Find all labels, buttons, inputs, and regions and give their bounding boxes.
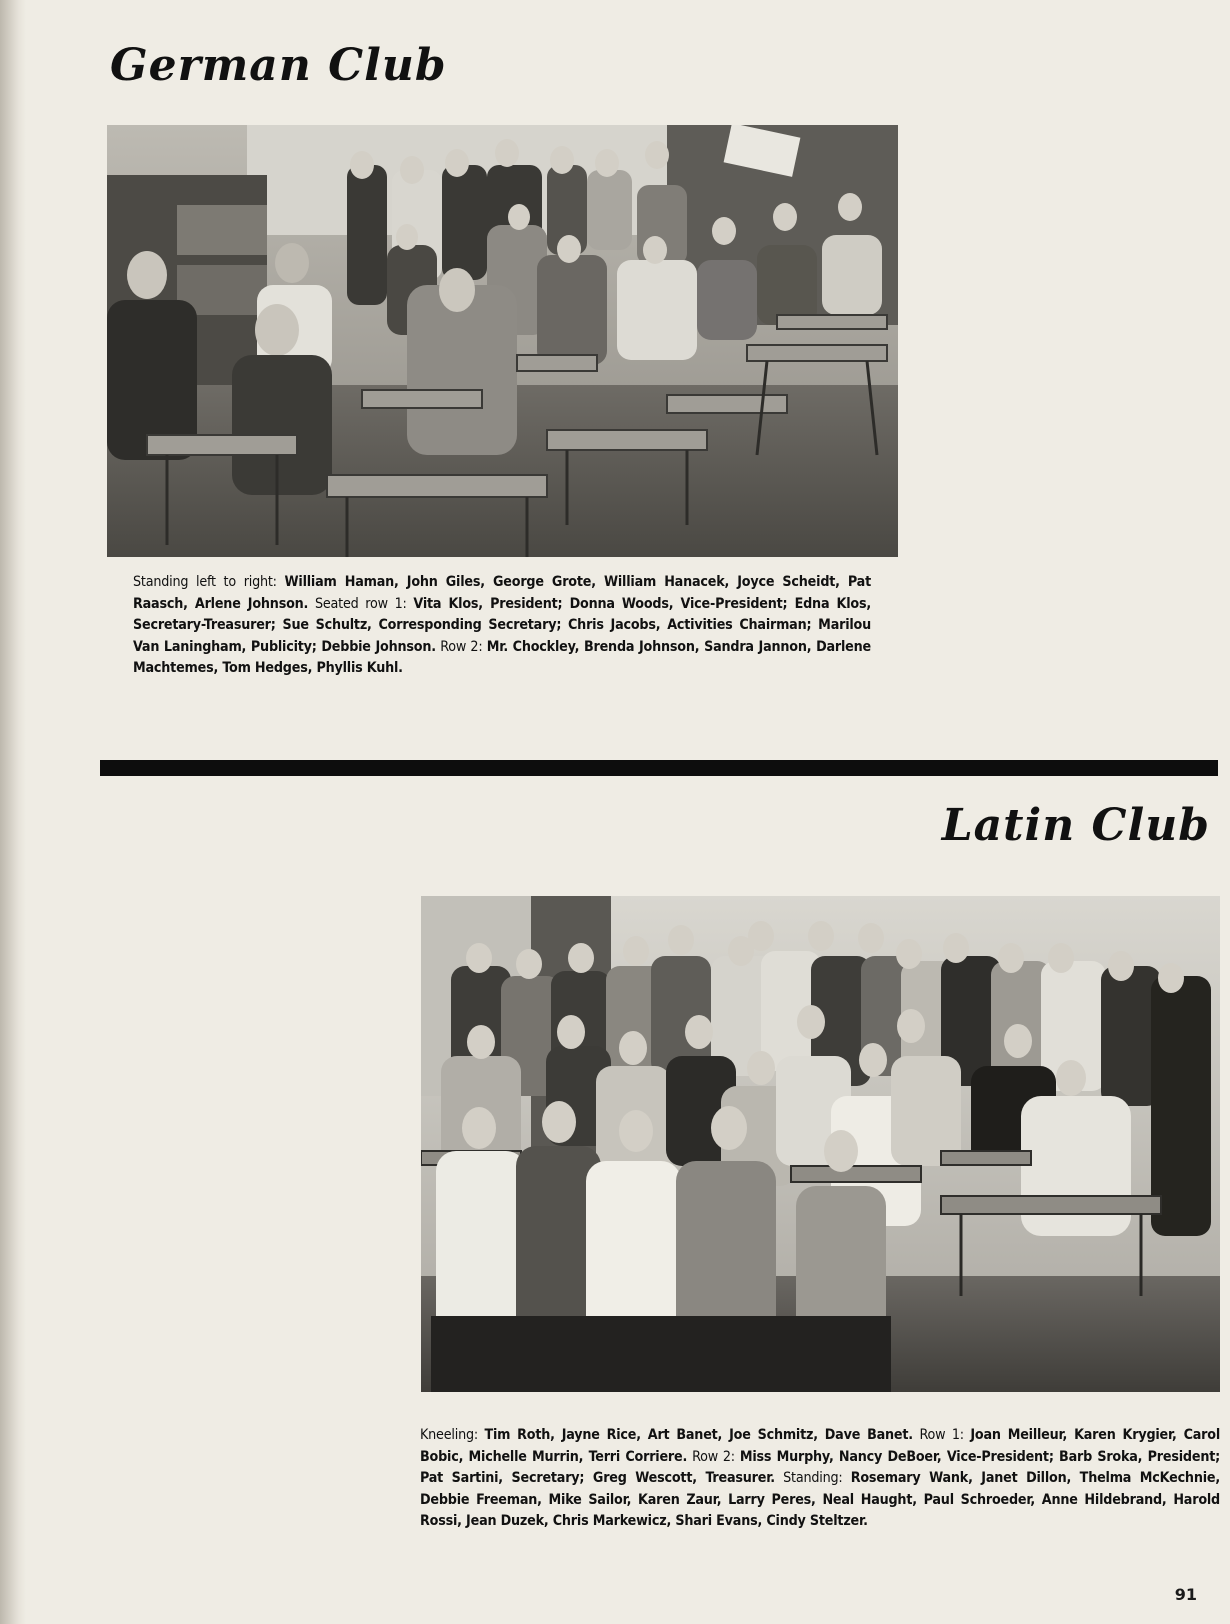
german-club-caption bbox=[133, 572, 871, 680]
caption-label: Seated row 1: bbox=[314, 595, 407, 612]
german-club-heading: German Club bbox=[110, 40, 447, 91]
section-divider-bar bbox=[100, 760, 1218, 776]
caption-label: Standing: bbox=[783, 1470, 843, 1486]
german-club-photo-illustration bbox=[107, 125, 898, 557]
latin-club-caption bbox=[420, 1425, 1220, 1533]
latin-club-photo bbox=[421, 896, 1220, 1392]
german-club-photo bbox=[107, 125, 898, 557]
caption-label: Kneeling: bbox=[420, 1427, 478, 1443]
page-binding-shadow bbox=[0, 0, 26, 1624]
caption-names: Rosemary Wank, Janet Dillon, Thelma McKechnie, Debbie Freeman, Mike Sailor, Karen Zaur, Larry Peres, Neal Haught, Paul Schroeder, Anne Hildebrand, Harold Rossi, Jean Duzek, Chris Markewicz, Shari Evans, Cindy Steltzer. bbox=[420, 1470, 1220, 1529]
caption-label: Row 2: bbox=[440, 638, 483, 655]
page-number: 91 bbox=[1174, 1585, 1197, 1604]
caption-label: Standing left to right: bbox=[133, 574, 277, 590]
latin-club-photo-illustration bbox=[421, 896, 1220, 1392]
caption-names: Vita Klos, President; Donna Woods, Vice-President; Edna Klos, Secretary-Treasurer; Sue Schultz, Corresponding Secretary; Chris Jacobs, Activities Chairman; Marilou Van Laningham, Publicity; Debbie Johnson. bbox=[133, 595, 871, 655]
caption-names: Miss Murphy, Nancy DeBoer, Vice-President; Barb Sroka, President; Pat Sartini, Secretary; Greg Wescott, Treasurer. bbox=[420, 1448, 1221, 1486]
caption-label: Row 1: bbox=[919, 1427, 964, 1443]
caption-names: William Haman, John Giles, George Grote, William Hanacek, Joyce Scheidt, Pat Raasch, Arlene Johnson. bbox=[133, 574, 872, 612]
caption-names: Mr. Chockley, Brenda Johnson, Sandra Jannon, Darlene Machtemes, Tom Hedges, Phyllis Kuhl. bbox=[133, 638, 871, 676]
caption-names: Tim Roth, Jayne Rice, Art Banet, Joe Schmitz, Dave Banet. bbox=[484, 1427, 913, 1443]
caption-names: Joan Meilleur, Karen Krygier, Carol Bobic, Michelle Murrin, Terri Corriere. bbox=[420, 1427, 1220, 1465]
latin-club-heading: Latin Club bbox=[941, 800, 1210, 851]
caption-label: Row 2: bbox=[692, 1448, 735, 1465]
